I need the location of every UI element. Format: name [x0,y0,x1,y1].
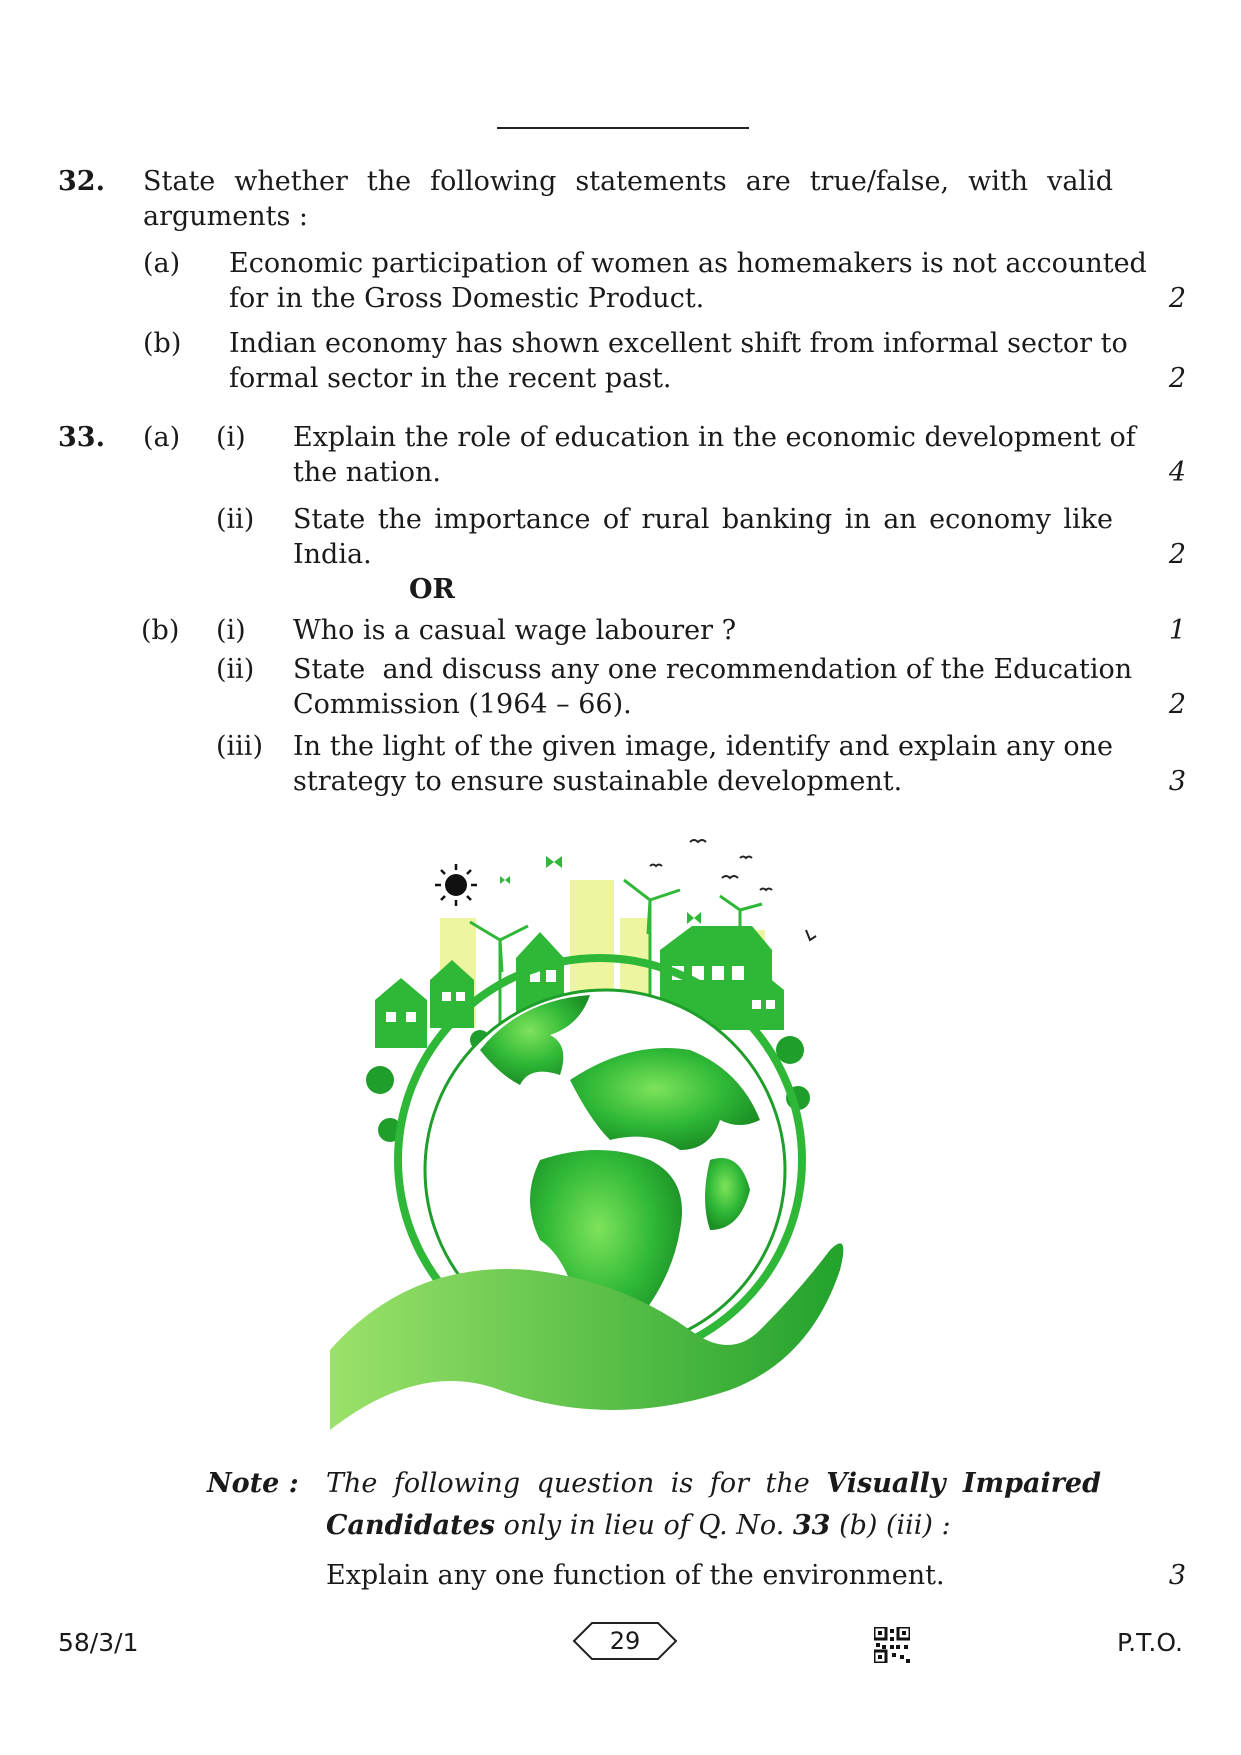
sun-icon [435,864,477,906]
q33b-label: (b) [141,615,180,646]
sustainable-earth-illustration [320,830,880,1440]
q32b-line1: Indian economy has shown excellent shift from informal sector to [229,328,1128,359]
note-w5: 33 [792,1510,831,1541]
q33bi-label: (i) [216,615,246,646]
q33aii-line1: State the importance of rural banking in an economy like [293,504,1113,535]
note-w1: The following question is for the [326,1468,810,1499]
q33aii-label: (ii) [216,504,255,535]
note-w3: Candidates [326,1510,495,1541]
page-number: 29 [609,1627,641,1655]
paper-code: 58/3/1 [58,1628,139,1657]
or-separator: OR [409,574,455,605]
q33biii-line2: strategy to ensure sustainable development. [293,766,903,797]
q33biii-marks: 3 [1168,766,1186,797]
pto-label: P.T.O. [1117,1628,1183,1657]
q33aii-marks: 2 [1168,539,1186,570]
q32-stem-line2: arguments : [143,201,309,232]
q33bii-label: (ii) [216,654,255,685]
q33ai-label: (i) [216,422,246,453]
note-text-line2 [326,1508,951,1543]
q33ai-line1: Explain the role of education in the economic development of [293,422,1136,453]
q33bii-line1: State and discuss any one recommendation of the Education [293,654,1133,685]
q33a-label: (a) [143,422,181,453]
note-marks: 3 [1168,1560,1186,1591]
q33ai-line2: the nation. [293,457,441,488]
q32-number: 32. [58,166,105,197]
q33-number: 33. [58,422,105,453]
q33bii-line2: Commission (1964 – 66). [293,689,632,720]
q32a-line1: Economic participation of women as homemakers is not accounted [229,248,1147,279]
q32a-line2: for in the Gross Domestic Product. [229,283,705,314]
top-rule [497,127,749,129]
q32-stem-line1: State whether the following statements are true/false, with valid [143,166,1113,197]
q33biii-line1: In the light of the given image, identify and explain any one [293,731,1113,762]
q33bii-marks: 2 [1168,689,1186,720]
q33bi-line1: Who is a casual wage labourer ? [293,615,737,646]
q33bi-marks: 1 [1168,615,1186,646]
q32b-marks: 2 [1168,363,1186,394]
note-w2: Visually Impaired [826,1468,1101,1499]
note-label: Note : [207,1468,299,1499]
q33ai-marks: 4 [1168,457,1186,488]
q33aii-line2: India. [293,539,372,570]
qr-code-icon [874,1627,910,1663]
q32b-label: (b) [143,328,182,359]
q32b-line2: formal sector in the recent past. [229,363,672,394]
note-w6: (b) (iii) : [839,1510,951,1541]
note-text-line1 [326,1466,1101,1501]
note-question: Explain any one function of the environment. [326,1560,945,1591]
q32a-label: (a) [143,248,181,279]
q33biii-label: (iii) [216,731,263,762]
note-w4: only in lieu of Q. No. [503,1510,785,1541]
q32a-marks: 2 [1168,283,1186,314]
birds-icon [650,840,816,940]
